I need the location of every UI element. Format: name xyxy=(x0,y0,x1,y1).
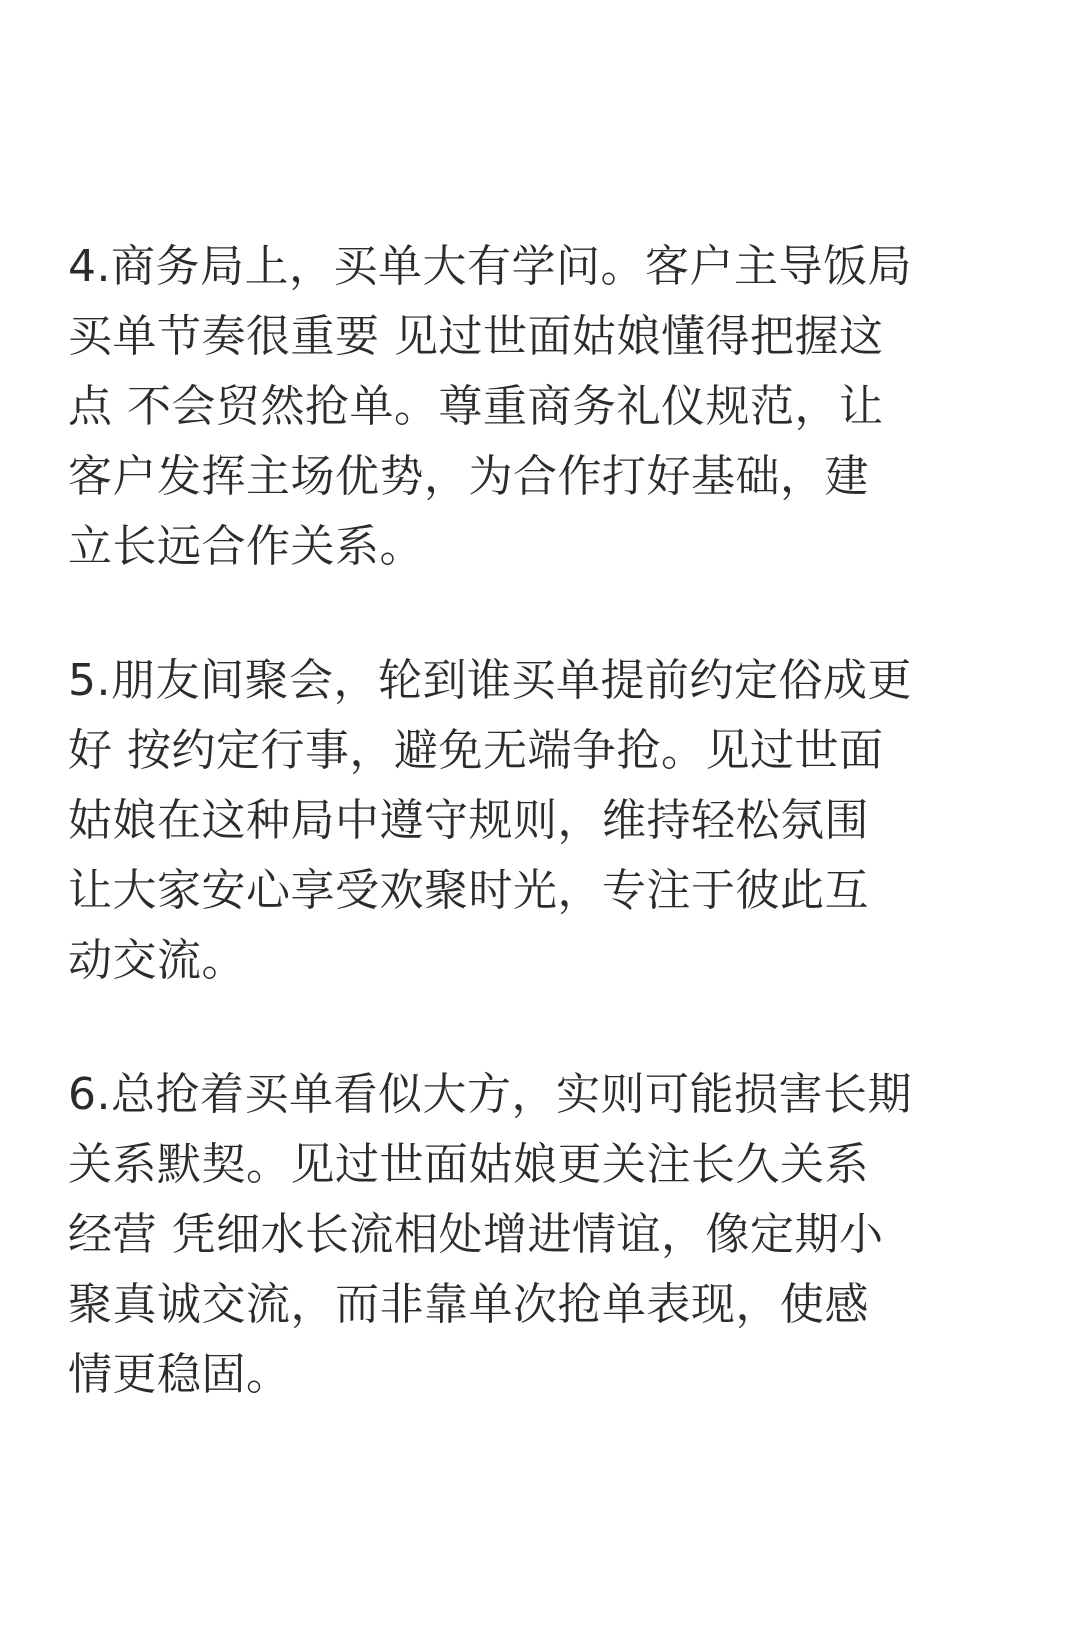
paragraph-5 xyxy=(68,646,1028,996)
paragraph-line: 买单节奏很重要 见过世面姑娘懂得把握这 xyxy=(68,311,884,362)
paragraph-line: 客户发挥主场优势，为合作打好基础，建 xyxy=(68,451,869,502)
paragraph-line: 让大家安心享受欢聚时光，专注于彼此互 xyxy=(68,865,869,916)
paragraph-line: 6.总抢着买单看似大方，实则可能损害长期 xyxy=(68,1069,912,1120)
paragraph-line: 姑娘在这种局中遵守规则，维持轻松氛围 xyxy=(68,795,869,846)
paragraph-line: 动交流。 xyxy=(68,935,246,986)
paragraph-line: 好 按约定行事，避免无端争抢。见过世面 xyxy=(68,725,884,776)
paragraph-line: 点 不会贸然抢单。尊重商务礼仪规范，让 xyxy=(68,381,884,432)
paragraph-line: 立长远合作关系。 xyxy=(68,521,424,572)
paragraph-line: 情更稳固。 xyxy=(68,1349,291,1400)
paragraph-line: 经营 凭细水长流相处增进情谊，像定期小 xyxy=(68,1209,884,1260)
paragraph-line: 聚真诚交流，而非靠单次抢单表现，使感 xyxy=(68,1279,869,1330)
paragraph-line: 4.商务局上，买单大有学问。客户主导饭局 xyxy=(68,241,912,292)
paragraph-line: 关系默契。见过世面姑娘更关注长久关系 xyxy=(68,1139,869,1190)
paragraph-6 xyxy=(68,1060,1028,1410)
paragraph-4 xyxy=(68,232,1028,582)
paragraph-line: 5.朋友间聚会，轮到谁买单提前约定俗成更 xyxy=(68,655,912,706)
